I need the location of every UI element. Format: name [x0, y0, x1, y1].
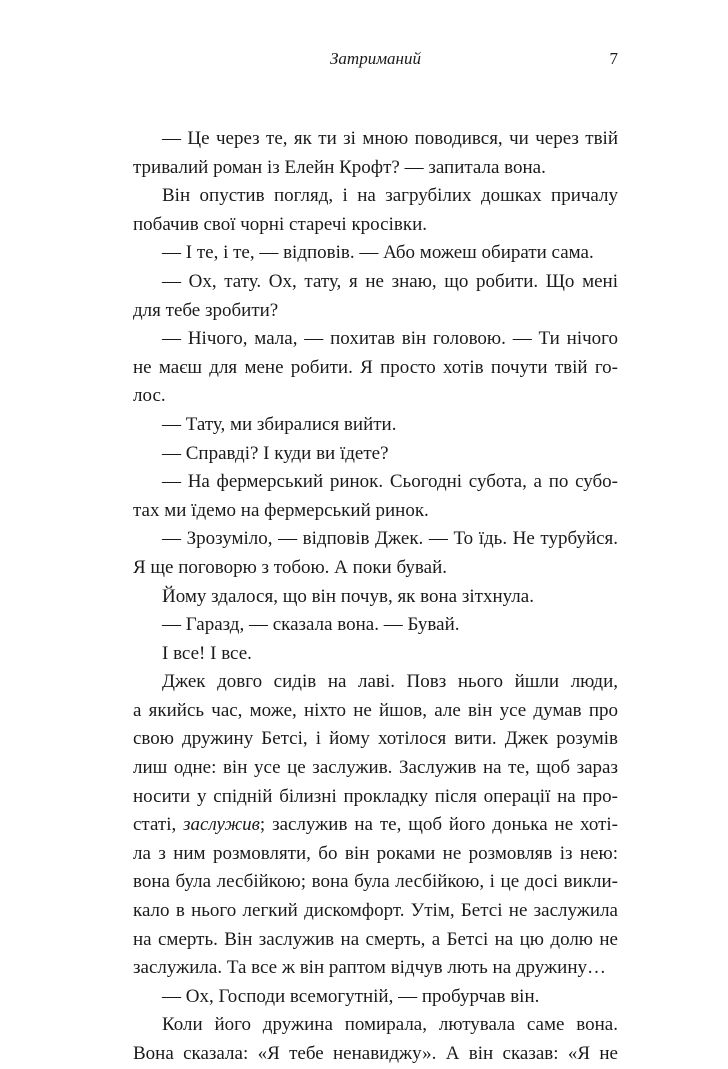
text-segment: статі, — [133, 814, 184, 836]
text-line: Йому здалося, що він почув, як вона зітхнула. — [162, 585, 534, 607]
text-line: побачив свої чорні старечі кросівки. — [133, 213, 427, 235]
text-line: кало в нього легкий дискомфорт. Утім, Бетсі не заслужила — [133, 900, 618, 922]
text-line: — Гаразд, — сказала вона. — Бувай. — [162, 614, 460, 636]
text-line: — Справді? І куди ви їдете? — [162, 442, 389, 464]
page-number: 7 — [609, 49, 618, 68]
running-head — [133, 44, 618, 74]
text-line: не маєш для мене робити. Я просто хотів почути твій го- — [133, 356, 618, 378]
text-line: — На фермерський ринок. Сьогодні субота, а по субо- — [162, 471, 618, 493]
text-line: ла з ним розмовляти, бо він роками не розмовляв із нею: — [133, 842, 618, 864]
body-text — [133, 125, 618, 1069]
text-line: на смерть. Він заслужив на смерть, а Бетсі на цю долю не — [133, 928, 618, 950]
text-line: — Ох, Господи всемогутній, — пробурчав він. — [162, 985, 540, 1007]
text-line: заслужила. Та все ж він раптом відчув лють на дружину… — [133, 957, 607, 979]
text-line: Коли його дружина помирала, лютувала саме вона. — [162, 1014, 618, 1036]
text-line: тривалий роман із Елейн Крофт? — запитала вона. — [133, 156, 546, 178]
text-line: тах ми їдемо на фермерський ринок. — [133, 499, 429, 521]
text-line: — Нічого, мала, — похитав він головою. — Ти нічого — [162, 328, 618, 350]
text-line: — Ох, тату. Ох, тату, я не знаю, що робити. Що мені — [162, 270, 618, 292]
text-line: Вона сказала: «Я тебе ненавиджу». А він сказав: «Я не — [133, 1043, 618, 1064]
text-line: Я ще поговорю з тобою. А поки бувай. — [133, 556, 447, 578]
text-line — [133, 811, 618, 840]
text-line: носити у спідній білизні прокладку після операції на про- — [133, 785, 618, 807]
text-line: — Це через те, як ти зі мною поводився, чи через твій — [162, 128, 618, 149]
text-line: а якийсь час, може, ніхто не йшов, але він усе думав про — [133, 699, 618, 721]
text-line: для тебе зробити? — [133, 299, 279, 321]
text-line: — Тату, ми збиралися вийти. — [162, 413, 397, 435]
text-line: Джек довго сидів на лаві. Повз нього йшли люди, — [162, 671, 618, 693]
text-line: вона була лесбійкою; вона була лесбійкою, і це досі викли- — [133, 871, 618, 893]
text-line: свою дружину Бетсі, і йому хотілося вити. Джек розумів — [133, 728, 618, 750]
text-line: Він опустив погляд, і на загрубілих дошках причалу — [162, 185, 618, 207]
text-line: лос. — [133, 385, 166, 407]
text-line: — І те, і те, — відповів. — Або можеш обирати сама. — [162, 242, 594, 264]
text-line: лиш одне: він усе це заслужив. Заслужив на те, щоб зараз — [133, 757, 618, 779]
text-line: І все! І все. — [162, 642, 252, 664]
text-line: — Зрозуміло, — відповів Джек. — То їдь. Не турбуйся. — [162, 528, 618, 550]
running-title: Затриманий — [330, 49, 421, 68]
emphasized-word: заслужив — [183, 814, 260, 836]
text-segment: ; заслужив на те, щоб його донька не хотi- — [259, 814, 618, 836]
